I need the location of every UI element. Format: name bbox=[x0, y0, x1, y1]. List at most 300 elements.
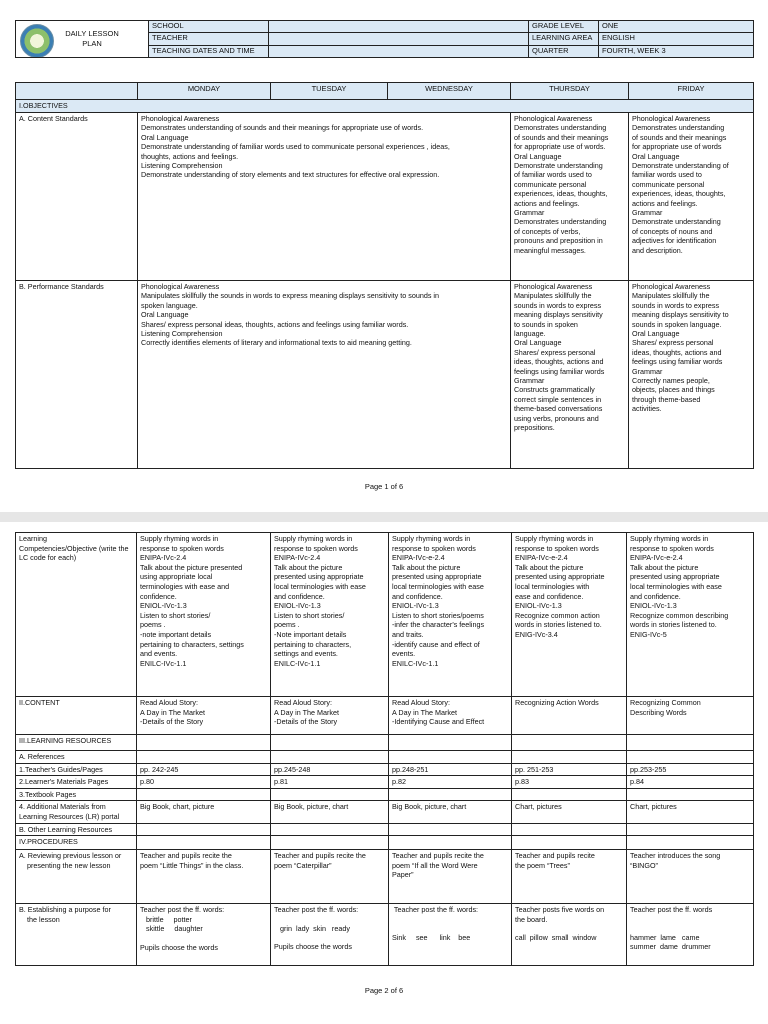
comp-line: response to spoken words bbox=[140, 543, 224, 553]
cs-thu-line: Demonstrate understanding bbox=[514, 161, 603, 171]
objectives-table-wrap bbox=[15, 82, 754, 469]
ps-fri-line: Correctly names people, bbox=[632, 376, 710, 386]
ps-line: Shares/ express personal ideas, thoughts, actions and feelings using familiar words. bbox=[141, 319, 409, 329]
comp-line: ENIOL-IVc-1.3 bbox=[392, 601, 439, 611]
review-wednesday bbox=[389, 850, 512, 904]
ps-thu-line: Grammar bbox=[514, 376, 545, 386]
purpose-wednesday bbox=[389, 904, 512, 966]
review-line: Teacher and pupils recite the bbox=[140, 851, 232, 861]
comp-line: Talk about the picture bbox=[630, 562, 699, 572]
col-tuesday: TUESDAY bbox=[271, 83, 388, 100]
comp-line: pertaining to characters, settings bbox=[140, 639, 244, 649]
title-line1: DAILY LESSON bbox=[65, 29, 119, 38]
cs-line: Demonstrate understanding of story elements and text structures for effective oral expression. bbox=[141, 170, 440, 180]
purpose-word-line: summer dame drummer bbox=[630, 942, 711, 952]
ps-thu-line: feelings using familiar words bbox=[514, 366, 605, 376]
references-label: A. References bbox=[16, 751, 137, 764]
comp-line: presented using appropriate bbox=[392, 572, 482, 582]
cs-thu-line: Oral Language bbox=[514, 151, 562, 161]
comp-line: terminologies with ease and bbox=[140, 581, 230, 591]
comp-line: settings and events. bbox=[274, 649, 338, 659]
comp-line: -Note important details bbox=[274, 629, 347, 639]
purpose-word-line: grin lady skin ready bbox=[280, 923, 350, 933]
comp-line: presented using appropriate bbox=[630, 572, 720, 582]
cs-fri-line: of sounds and their meanings bbox=[632, 132, 727, 142]
quarter-label: QUARTER bbox=[529, 45, 599, 57]
comp-label-line: Competencies/Objective (write the bbox=[19, 543, 129, 553]
review-label-line: A. Reviewing previous lesson or bbox=[19, 851, 122, 861]
purpose-thursday bbox=[512, 904, 627, 966]
comp-line: local terminologies with ease bbox=[630, 581, 722, 591]
ps-fri-line: sounds in words to express bbox=[632, 300, 720, 310]
ps-line: Manipulates skillfully the sounds in words to express meaning displays sensitivity to sounds in bbox=[141, 291, 440, 301]
spacer bbox=[630, 915, 750, 933]
lm-tuesday: p.81 bbox=[271, 776, 389, 789]
am-wednesday: Big Book, picture, chart bbox=[389, 801, 512, 823]
comp-line: using appropriate local bbox=[140, 572, 213, 582]
comp-line: ENIPA-IVc-e-2.4 bbox=[392, 553, 445, 563]
ps-line: Listening Comprehension bbox=[141, 329, 223, 339]
ps-fri-line: Oral Language bbox=[632, 329, 680, 339]
tb-empty bbox=[627, 788, 754, 801]
tg-label: 1.Teacher's Guides/Pages bbox=[16, 763, 137, 776]
competencies-monday bbox=[137, 533, 271, 697]
comp-line: poems . bbox=[274, 620, 300, 630]
am-friday: Chart, pictures bbox=[627, 801, 754, 823]
review-label bbox=[16, 850, 137, 904]
references-empty bbox=[271, 751, 389, 764]
content-friday bbox=[627, 697, 754, 735]
comp-line: words in stories listened to. bbox=[630, 620, 717, 630]
cs-thu-line: Phonological Awareness bbox=[514, 114, 593, 123]
page2-table bbox=[15, 532, 754, 966]
col-monday: MONDAY bbox=[138, 83, 271, 100]
purpose-intro: Teacher post the ff. words: bbox=[392, 905, 479, 915]
comp-line: ENIPA-IVc-2.4 bbox=[140, 553, 187, 563]
cs-fri-line: Demonstrates understanding bbox=[632, 123, 725, 133]
cs-thu-line: Demonstrates understanding bbox=[514, 217, 607, 227]
teaching-dates-value bbox=[269, 45, 529, 57]
comp-line: presented using appropriate bbox=[515, 572, 605, 582]
cs-thu-line: meaningful messages. bbox=[514, 245, 586, 255]
content-line: Read Aloud Story: bbox=[274, 698, 332, 707]
cs-thu-line: actions and feelings. bbox=[514, 198, 580, 208]
comp-line: Recognize common describing bbox=[630, 610, 729, 620]
performance-standards-thu bbox=[511, 281, 629, 469]
content-line: -Identifying Cause and Effect bbox=[392, 717, 485, 727]
comp-line: ENIOL-IVc-1.3 bbox=[274, 601, 321, 611]
resources-empty bbox=[389, 735, 512, 751]
references-empty bbox=[627, 751, 754, 764]
ps-thu-line: to sounds in spoken bbox=[514, 319, 578, 329]
page2-table-wrap bbox=[15, 532, 754, 966]
tb-empty bbox=[137, 788, 271, 801]
competencies-label bbox=[16, 533, 137, 697]
objectives-table bbox=[15, 82, 754, 469]
comp-line: and confidence. bbox=[630, 591, 681, 601]
purpose-intro: Teacher post the ff. words: bbox=[274, 905, 359, 915]
content-line: Recognizing Action Words bbox=[515, 698, 599, 707]
ps-fri-line: activities. bbox=[632, 404, 662, 414]
purpose-word-line: skittle daughter bbox=[146, 924, 203, 934]
content-tuesday bbox=[271, 697, 389, 735]
cs-fri-line: Demonstrate understanding of bbox=[632, 161, 729, 171]
tb-empty bbox=[512, 788, 627, 801]
ps-fri-line: Grammar bbox=[632, 366, 663, 376]
ps-thu-line: prepositions. bbox=[514, 423, 555, 433]
comp-line: events. bbox=[392, 649, 416, 659]
resources-empty bbox=[137, 735, 271, 751]
procedures-empty bbox=[271, 836, 389, 850]
purpose-monday bbox=[137, 904, 271, 966]
comp-line: ENILC-IVc-1.1 bbox=[274, 658, 321, 668]
cs-fri-line: adjectives for identification bbox=[632, 236, 717, 246]
ps-thu-line: meaning displays sensitivity bbox=[514, 310, 603, 320]
comp-line: -infer the character's feelings bbox=[392, 620, 485, 630]
cs-fri-line: Demonstrate understanding bbox=[632, 217, 721, 227]
cs-fri-line: experiences, ideas, thoughts, bbox=[632, 189, 726, 199]
comp-line: poems . bbox=[140, 620, 166, 630]
comp-line: and confidence. bbox=[274, 591, 325, 601]
spacer bbox=[515, 924, 623, 933]
school-label: SCHOOL bbox=[149, 21, 269, 33]
ps-thu-line: language. bbox=[514, 329, 546, 339]
tg-wednesday: pp.248-251 bbox=[389, 763, 512, 776]
olr-empty bbox=[389, 823, 512, 836]
cs-line: Demonstrates understanding of sounds and their meanings for appropriate use of words. bbox=[141, 123, 424, 133]
cs-fri-line: Grammar bbox=[632, 208, 663, 218]
ps-thu-line: Shares/ express personal bbox=[514, 347, 596, 357]
procedures-label: IV.PROCEDURES bbox=[16, 836, 137, 850]
title-line2: PLAN bbox=[82, 39, 102, 48]
review-label-line: presenting the new lesson bbox=[27, 860, 111, 870]
cs-thu-line: pronouns and preposition in bbox=[514, 236, 603, 246]
review-line: poem “If all the Word Were bbox=[392, 860, 478, 870]
content-standards-mon-wed bbox=[138, 113, 511, 281]
spacer bbox=[392, 915, 508, 933]
lm-monday: p.80 bbox=[137, 776, 271, 789]
content-line: Read Aloud Story: bbox=[140, 698, 198, 707]
comp-line: words in stories listened to. bbox=[515, 620, 602, 630]
spacer bbox=[140, 934, 267, 943]
references-empty bbox=[137, 751, 271, 764]
cs-thu-line: for appropriate use of words. bbox=[514, 142, 606, 152]
ps-fri-line: meaning displays sensitivity to bbox=[632, 310, 729, 320]
ps-fri-line: objects, places and things bbox=[632, 385, 715, 395]
cs-thu-line: Grammar bbox=[514, 208, 545, 218]
am-label: 4. Additional Materials from Learning Resources (LR) portal bbox=[16, 801, 137, 823]
comp-line: ENILC-IVc-1.1 bbox=[392, 658, 439, 668]
review-line: “BINGO” bbox=[630, 860, 658, 870]
competencies-friday bbox=[627, 533, 754, 697]
purpose-label-line: B. Establishing a purpose for bbox=[19, 905, 111, 915]
ps-line: Correctly identifies elements of literary and informational texts to aid meaning getting. bbox=[141, 338, 412, 348]
review-tuesday bbox=[271, 850, 389, 904]
review-line: poem “Caterpillar” bbox=[274, 860, 332, 870]
comp-line: Talk about the picture bbox=[392, 562, 461, 572]
ps-thu-line: ideas, thoughts, actions and bbox=[514, 357, 604, 367]
comp-line: local terminologies with bbox=[515, 581, 590, 591]
content-standards-label: A. Content Standards bbox=[16, 113, 138, 281]
dlp-title bbox=[60, 29, 124, 49]
comp-line: and confidence. bbox=[392, 591, 443, 601]
cs-thu-line: Demonstrates understanding bbox=[514, 123, 607, 133]
teacher-value bbox=[269, 33, 529, 45]
logo-title-cell bbox=[16, 21, 149, 58]
ps-thu-line: Oral Language bbox=[514, 338, 562, 348]
content-wednesday bbox=[389, 697, 512, 735]
cs-line: Listening Comprehension bbox=[141, 161, 223, 171]
ps-thu-line: correct simple sentences in bbox=[514, 394, 602, 404]
comp-line: ENIPA-IVc-2.4 bbox=[274, 553, 321, 563]
ps-fri-line: Manipulates skillfully the bbox=[632, 291, 710, 301]
references-empty bbox=[512, 751, 627, 764]
ps-fri-line: ideas, thoughts, actions and bbox=[632, 347, 722, 357]
cs-line: Demonstrate understanding of familiar words used to communicate personal experiences , ideas, bbox=[141, 142, 450, 152]
lm-friday: p.84 bbox=[627, 776, 754, 789]
header-table bbox=[15, 20, 754, 58]
content-label: II.CONTENT bbox=[16, 697, 137, 735]
content-standards-thu bbox=[511, 113, 629, 281]
performance-standards-fri bbox=[629, 281, 754, 469]
resources-empty bbox=[512, 735, 627, 751]
olr-empty bbox=[512, 823, 627, 836]
review-line: Teacher and pupils recite the bbox=[274, 851, 366, 861]
content-line: Read Aloud Story: bbox=[392, 698, 450, 707]
comp-line: response to spoken words bbox=[274, 543, 358, 553]
comp-line: ENIPA-IVc-e-2.4 bbox=[630, 553, 683, 563]
cs-thu-line: experiences, ideas, thoughts, bbox=[514, 189, 608, 199]
tg-friday: pp.253-255 bbox=[627, 763, 754, 776]
purpose-word-line: the board. bbox=[515, 914, 548, 924]
cs-fri-line: communicate personal bbox=[632, 179, 705, 189]
ps-thu-line: Phonological Awareness bbox=[514, 282, 593, 291]
grade-level-value: ONE bbox=[599, 21, 754, 33]
cs-fri-line: familiar words used to bbox=[632, 170, 702, 180]
lm-label: 2.Learner's Materials Pages bbox=[16, 776, 137, 789]
ps-line: Oral Language bbox=[141, 310, 189, 320]
procedures-empty bbox=[389, 836, 512, 850]
corner-cell bbox=[16, 83, 138, 100]
olr-empty bbox=[271, 823, 389, 836]
teaching-dates-label: TEACHING DATES AND TIME bbox=[149, 45, 269, 57]
resources-empty bbox=[271, 735, 389, 751]
comp-line: Supply rhyming words in bbox=[392, 534, 471, 543]
objectives-label: I.OBJECTIVES bbox=[16, 100, 754, 113]
comp-line: Supply rhyming words in bbox=[274, 534, 353, 543]
am-thursday: Chart, pictures bbox=[512, 801, 627, 823]
comp-line: Listen to short stories/poems bbox=[392, 610, 484, 620]
content-standards-fri bbox=[629, 113, 754, 281]
performance-standards-label: B. Performance Standards bbox=[16, 281, 138, 469]
cs-fri-line: Phonological Awareness bbox=[632, 114, 711, 123]
purpose-word-line: brittle potter bbox=[146, 914, 192, 924]
comp-line: ENIOL-IVc-1.3 bbox=[630, 601, 677, 611]
ps-fri-line: Shares/ express personal bbox=[632, 338, 714, 348]
cs-line: thoughts, actions and feelings. bbox=[141, 151, 239, 161]
comp-line: Supply rhyming words in bbox=[630, 534, 709, 543]
purpose-friday bbox=[627, 904, 754, 966]
comp-line: -identify cause and effect of bbox=[392, 639, 480, 649]
comp-line: Supply rhyming words in bbox=[515, 534, 594, 543]
page2-footer: Page 2 of 6 bbox=[364, 986, 404, 995]
page-separator bbox=[0, 512, 768, 522]
ps-fri-line: feelings using familiar words bbox=[632, 357, 723, 367]
ps-line: spoken language. bbox=[141, 300, 198, 310]
purpose-label bbox=[16, 904, 137, 966]
ps-thu-line: theme-based conversations bbox=[514, 404, 603, 414]
grade-level-label: GRADE LEVEL bbox=[529, 21, 599, 33]
content-line: A Day in The Market bbox=[274, 707, 339, 717]
cs-thu-line: communicate personal bbox=[514, 179, 587, 189]
comp-line: ENIG-IVc-3.4 bbox=[515, 629, 558, 639]
cs-thu-line: of concepts of verbs, bbox=[514, 226, 581, 236]
comp-line: presented using appropriate bbox=[274, 572, 364, 582]
purpose-word-line: Sink see link bee bbox=[392, 932, 471, 942]
ps-thu-line: Manipulates skillfully the bbox=[514, 291, 592, 301]
tb-empty bbox=[389, 788, 512, 801]
content-line: Recognizing Common bbox=[630, 698, 701, 707]
comp-line: Recognize common action bbox=[515, 610, 600, 620]
school-seal-icon bbox=[20, 24, 54, 58]
comp-line: ENIOL-IVc-1.3 bbox=[140, 601, 187, 611]
review-line: poem “Little Things” in the class. bbox=[140, 860, 244, 870]
comp-line: -note important details bbox=[140, 629, 212, 639]
competencies-tuesday bbox=[271, 533, 389, 697]
purpose-tuesday bbox=[271, 904, 389, 966]
content-thursday bbox=[512, 697, 627, 735]
comp-line: response to spoken words bbox=[392, 543, 476, 553]
comp-line: pertaining to characters, bbox=[274, 639, 352, 649]
content-line: -Details of the Story bbox=[140, 717, 204, 727]
purpose-tail: Pupils choose the words bbox=[140, 942, 218, 952]
spacer bbox=[274, 915, 385, 924]
comp-label-line: LC code for each) bbox=[19, 553, 77, 563]
review-line: the poem “Trees” bbox=[515, 860, 570, 870]
cs-thu-line: of sounds and their meanings bbox=[514, 132, 609, 142]
comp-line: Talk about the picture bbox=[515, 562, 584, 572]
quarter-value: FOURTH, WEEK 3 bbox=[599, 45, 754, 57]
cs-fri-line: for appropriate use of words bbox=[632, 142, 722, 152]
comp-label-line: Learning bbox=[19, 534, 47, 543]
review-line: Teacher introduces the song bbox=[630, 851, 721, 861]
purpose-intro: Teacher posts five words on bbox=[515, 905, 605, 915]
cs-fri-line: Oral Language bbox=[632, 151, 680, 161]
comp-line: and traits. bbox=[392, 629, 424, 639]
tb-empty bbox=[271, 788, 389, 801]
comp-line: Supply rhyming words in bbox=[140, 534, 219, 543]
content-line: Describing Words bbox=[630, 707, 687, 717]
comp-line: ENIPA-IVc-e-2.4 bbox=[515, 553, 568, 563]
ps-thu-line: using verbs, pronouns and bbox=[514, 413, 599, 423]
page1-footer: Page 1 of 6 bbox=[364, 482, 404, 491]
content-line: A Day in The Market bbox=[140, 707, 205, 717]
comp-line: local terminologies with ease bbox=[392, 581, 484, 591]
review-line: Teacher and pupils recite the bbox=[392, 851, 484, 861]
tg-tuesday: pp.245-248 bbox=[271, 763, 389, 776]
school-value bbox=[269, 21, 529, 33]
procedures-empty bbox=[627, 836, 754, 850]
comp-line: ENIG-IVc-5 bbox=[630, 629, 667, 639]
content-line: -Details of the Story bbox=[274, 717, 338, 727]
header-block bbox=[15, 20, 753, 64]
comp-line: Listen to short stories/ bbox=[140, 610, 211, 620]
col-wednesday: WEDNESDAY bbox=[388, 83, 511, 100]
cs-line: Phonological Awareness bbox=[141, 114, 220, 123]
cs-line: Oral Language bbox=[141, 132, 189, 142]
ps-fri-line: sounds in spoken language. bbox=[632, 319, 722, 329]
resources-label: III.LEARNING RESOURCES bbox=[16, 735, 137, 751]
am-tuesday: Big Book, picture, chart bbox=[271, 801, 389, 823]
review-thursday bbox=[512, 850, 627, 904]
references-empty bbox=[389, 751, 512, 764]
ps-line: Phonological Awareness bbox=[141, 282, 220, 291]
cs-fri-line: of concepts of nouns and bbox=[632, 226, 713, 236]
purpose-label-line: the lesson bbox=[27, 914, 60, 924]
purpose-tail: Pupils choose the words bbox=[274, 942, 352, 952]
resources-empty bbox=[627, 735, 754, 751]
col-friday: FRIDAY bbox=[629, 83, 754, 100]
comp-line: ENIOL-IVc-1.3 bbox=[515, 601, 562, 611]
lm-thursday: p.83 bbox=[512, 776, 627, 789]
comp-line: and events. bbox=[140, 649, 178, 659]
learning-area-value: ENGLISH bbox=[599, 33, 754, 45]
competencies-thursday bbox=[512, 533, 627, 697]
learning-area-label: LEARNING AREA bbox=[529, 33, 599, 45]
procedures-empty bbox=[137, 836, 271, 850]
teacher-label: TEACHER bbox=[149, 33, 269, 45]
olr-empty bbox=[137, 823, 271, 836]
performance-standards-mon-wed bbox=[138, 281, 511, 469]
purpose-word-line: hammer lame came bbox=[630, 932, 700, 942]
comp-line: ENILC-IVc-1.1 bbox=[140, 658, 187, 668]
tb-label: 3.Textbook Pages bbox=[16, 788, 137, 801]
procedures-empty bbox=[512, 836, 627, 850]
content-monday bbox=[137, 697, 271, 735]
lm-wednesday: p.82 bbox=[389, 776, 512, 789]
ps-thu-line: sounds in words to express bbox=[514, 300, 602, 310]
comp-line: local terminologies with ease bbox=[274, 581, 366, 591]
cs-thu-line: of familiar words used to bbox=[514, 170, 592, 180]
ps-thu-line: Constructs grammatically bbox=[514, 385, 595, 395]
col-thursday: THURSDAY bbox=[511, 83, 629, 100]
olr-label: B. Other Learning Resources bbox=[16, 823, 137, 836]
comp-line: Listen to short stories/ bbox=[274, 610, 345, 620]
review-line: Teacher and pupils recite bbox=[515, 851, 595, 861]
comp-line: ease and confidence. bbox=[515, 591, 584, 601]
ps-fri-line: through theme-based bbox=[632, 394, 701, 404]
comp-line: response to spoken words bbox=[515, 543, 599, 553]
comp-line: response to spoken words bbox=[630, 543, 714, 553]
spacer bbox=[274, 933, 385, 942]
competencies-wednesday bbox=[389, 533, 512, 697]
purpose-word-line: call pillow small window bbox=[515, 933, 597, 943]
purpose-intro: Teacher post the ff. words bbox=[630, 905, 713, 915]
comp-line: Talk about the picture presented bbox=[140, 562, 243, 572]
olr-empty bbox=[627, 823, 754, 836]
ps-fri-line: Phonological Awareness bbox=[632, 282, 711, 291]
cs-fri-line: and description. bbox=[632, 245, 683, 255]
am-monday: Big Book, chart, picture bbox=[137, 801, 271, 823]
review-line: Paper” bbox=[392, 870, 414, 880]
tg-monday: pp. 242-245 bbox=[137, 763, 271, 776]
comp-line: confidence. bbox=[140, 591, 177, 601]
cs-fri-line: actions and feelings. bbox=[632, 198, 698, 208]
purpose-intro: Teacher post the ff. words: bbox=[140, 905, 225, 915]
content-line: A Day in The Market bbox=[392, 707, 457, 717]
tg-thursday: pp. 251-253 bbox=[512, 763, 627, 776]
review-monday bbox=[137, 850, 271, 904]
